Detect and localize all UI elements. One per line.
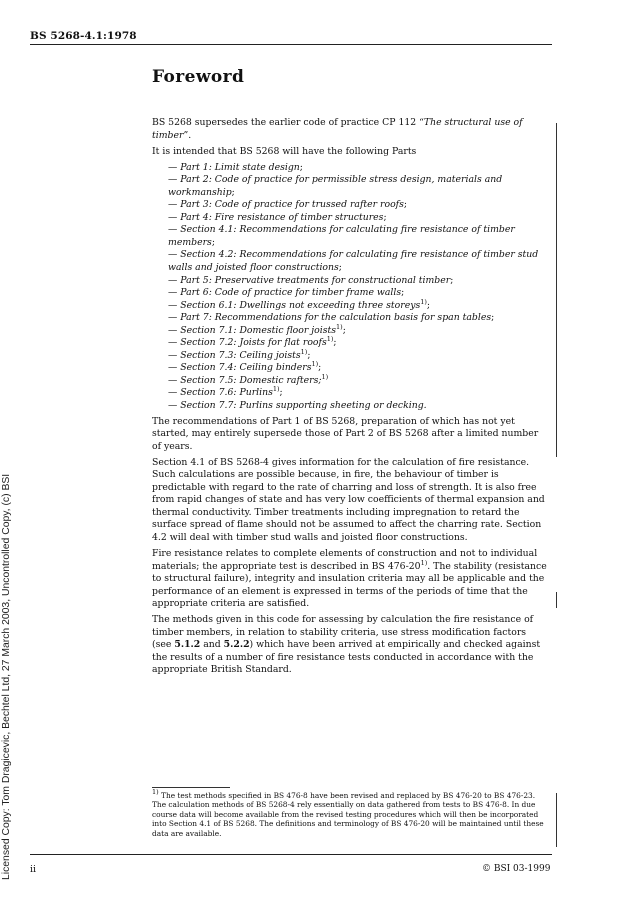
footnote-ref: 1): [420, 297, 427, 306]
part-title: Section 7.6: Purlins: [180, 387, 273, 399]
intro-paragraph: [152, 117, 548, 142]
change-bar: [556, 592, 557, 608]
em-dash: —: [168, 299, 181, 311]
part-title: Section 7.2: Joists for flat roofs: [180, 337, 327, 349]
part-item: [152, 297, 548, 313]
clause-ref-522: 5.2.2: [223, 639, 250, 651]
part-item: [152, 387, 548, 400]
part-title: Part 2: Code of practice for permissible stress design, materials and workmanship: [168, 174, 503, 198]
intro-text-end: ”.: [183, 129, 192, 141]
part-item: [152, 372, 548, 388]
footnote: [152, 788, 548, 838]
part-item: [152, 347, 548, 363]
parts-list: [152, 162, 548, 413]
part-item: [152, 362, 548, 375]
license-watermark: Licensed Copy: Tom Dragicevic, Bechtel Ltd, 27 March 2003, Uncontrolled Copy, (c) BSI: [1, 473, 12, 880]
em-dash: —: [168, 174, 181, 186]
footnote-marker: 1): [152, 788, 159, 796]
paragraph-recommendations: The recommendations of Part 1 of BS 5268, preparation of which has not yet started, may entirely supersede those of Part 2 of BS 5268 after a limited number of years.: [152, 415, 539, 452]
em-dash: —: [168, 387, 181, 399]
paragraph-methods: [152, 614, 548, 677]
part-punctuation: ;: [401, 287, 405, 299]
paragraph-fire-resistance: [152, 548, 548, 611]
part-title: Part 7: Recommendations for the calculation basis for span tables: [180, 312, 492, 324]
change-bar: [556, 123, 557, 457]
part-punctuation: ;: [279, 387, 283, 399]
part-title: Part 5: Preservative treatments for constructional timber: [180, 274, 451, 286]
em-dash: —: [168, 337, 181, 349]
part-punctuation: ;: [333, 337, 337, 349]
part-title: Section 6.1: Dwellings not exceeding three storeys: [180, 299, 421, 311]
part-item: [152, 400, 548, 413]
part-item: [152, 287, 548, 300]
em-dash: —: [168, 374, 181, 386]
methods-text: The methods given in this code for assessing by calculation the fire resistance of timber members, in relation to stability criteria, use stress modification factors (see: [152, 614, 534, 651]
em-dash: —: [168, 199, 181, 211]
part-punctuation: ;: [307, 349, 311, 361]
part-punctuation: ;: [211, 236, 215, 248]
part-item: [152, 224, 548, 249]
part-item: [152, 174, 548, 199]
part-item: [152, 337, 548, 350]
em-dash: —: [168, 274, 181, 286]
methods-text-end: ) which have been arrived at empirically and checked against the results of a number of fire resistance tests conducted in accordance with the appropriate British Standard.: [152, 639, 541, 676]
fire-text: Fire resistance relates to complete elements of construction and not to individual materials; the appropriate test is described in BS 476-20: [152, 548, 538, 572]
footnote-ref: 1): [272, 385, 280, 394]
part-title: Section 7.7: Purlins supporting sheeting or decking.: [180, 400, 427, 412]
footnote-ref: 1): [420, 558, 428, 567]
part-title: Section 4.2: Recommendations for calculating fire resistance of timber stud walls and joisted floor constructions: [168, 249, 539, 274]
part-title: Part 1: Limit state design: [180, 161, 300, 173]
footnote-ref: 1): [336, 322, 343, 331]
copyright-notice: © BSI 03-1999: [482, 864, 551, 874]
paragraph-section-41: Section 4.1 of BS 5268-4 gives information for the calculation of fire resistance. Such calculations are possible because, in fire, the behaviour of timber is predictable with regard to the rate of charring and loss of strength. It is also free from rapid changes of state and has very low coefficients of thermal expansion and thermal conductivity. Timber treatments including impregnation to retard the surface spread of flame should not be assumed to affect the charring rate. Section 4.2 will deal with timber stud walls and joisted floor constructions.: [152, 456, 545, 543]
change-bar: [556, 793, 557, 847]
part-punctuation: ;: [403, 199, 408, 211]
intro-text: BS 5268 supersedes the earlier code of practice CP 112 “: [152, 117, 424, 128]
parts-intro: It is intended that BS 5268 will have the following Parts: [152, 145, 417, 157]
header-rule: [30, 44, 552, 45]
em-dash: —: [168, 324, 181, 336]
fire-text-end: . The stability (resistance to structural failure), integrity and insulation criteria may all be applicable and the performance of an element is expressed in terms of the periods of time that the appropriate criteria are satisfied.: [152, 560, 547, 610]
em-dash: —: [168, 161, 181, 173]
footnote-rule: [152, 787, 230, 788]
footnote-ref: 1): [326, 335, 334, 344]
part-item: [152, 322, 548, 338]
part-item: [152, 212, 548, 225]
part-title: Section 7.4: Ceiling binders: [180, 362, 312, 374]
part-punctuation: ;: [231, 186, 235, 198]
part-punctuation: ;: [450, 274, 454, 286]
part-item: [152, 275, 548, 288]
footnote-text: The test methods specified in BS 476-8 have been revised and replaced by BS 476-20 to BS 476-23. The calculation methods of BS 5268-4 rely essentially on data gathered from tests to BS 476-8. In due course data will become available from the revised testing procedures which will then be incorporated into Section 4.1 of BS 5268. The definitions and terminology of BS 476-20 will be maintained until these data are available.: [152, 791, 544, 838]
part-punctuation: ;: [338, 262, 342, 274]
cp112-title: The structural use of timber: [152, 117, 523, 141]
part-punctuation: ;: [299, 161, 303, 173]
part-title: Section 7.1: Domestic floor joists: [180, 324, 337, 336]
part-item: [152, 199, 548, 212]
document-id: BS 5268-4.1:1978: [30, 30, 137, 42]
part-title: Section 4.1: Recommendations for calculating fire resistance of timber members: [168, 224, 515, 248]
em-dash: —: [168, 349, 181, 361]
methods-and: and: [200, 639, 224, 651]
part-item: [152, 162, 548, 175]
part-title: Part 3: Code of practice for trussed rafter roofs: [180, 199, 404, 211]
em-dash: —: [168, 362, 181, 374]
part-item: [152, 312, 548, 325]
page-title: Foreword: [152, 67, 245, 87]
footnote-ref: 1): [311, 360, 319, 369]
em-dash: —: [168, 224, 181, 236]
clause-ref-512: 5.1.2: [174, 639, 201, 651]
foreword-body: [152, 117, 548, 681]
part-title: Part 4: Fire resistance of timber structures: [180, 211, 384, 223]
em-dash: —: [168, 211, 181, 223]
part-punctuation: ;: [318, 362, 322, 374]
page-number: ii: [30, 864, 37, 875]
part-title: Part 6: Code of practice for timber frame walls: [180, 287, 402, 299]
em-dash: —: [168, 400, 181, 412]
footnote-ref: 1): [321, 372, 329, 381]
part-title: Section 7.5: Domestic rafters;: [180, 374, 322, 386]
part-punctuation: ;: [383, 211, 387, 223]
part-punctuation: ;: [426, 299, 431, 311]
part-punctuation: ;: [491, 312, 495, 324]
footnote-ref: 1): [300, 347, 308, 356]
part-item: [152, 249, 548, 274]
footer-rule: [30, 854, 552, 855]
em-dash: —: [168, 287, 181, 299]
part-punctuation: ;: [342, 324, 346, 336]
em-dash: —: [168, 312, 181, 324]
em-dash: —: [168, 249, 181, 261]
part-title: Section 7.3: Ceiling joists: [180, 349, 301, 361]
